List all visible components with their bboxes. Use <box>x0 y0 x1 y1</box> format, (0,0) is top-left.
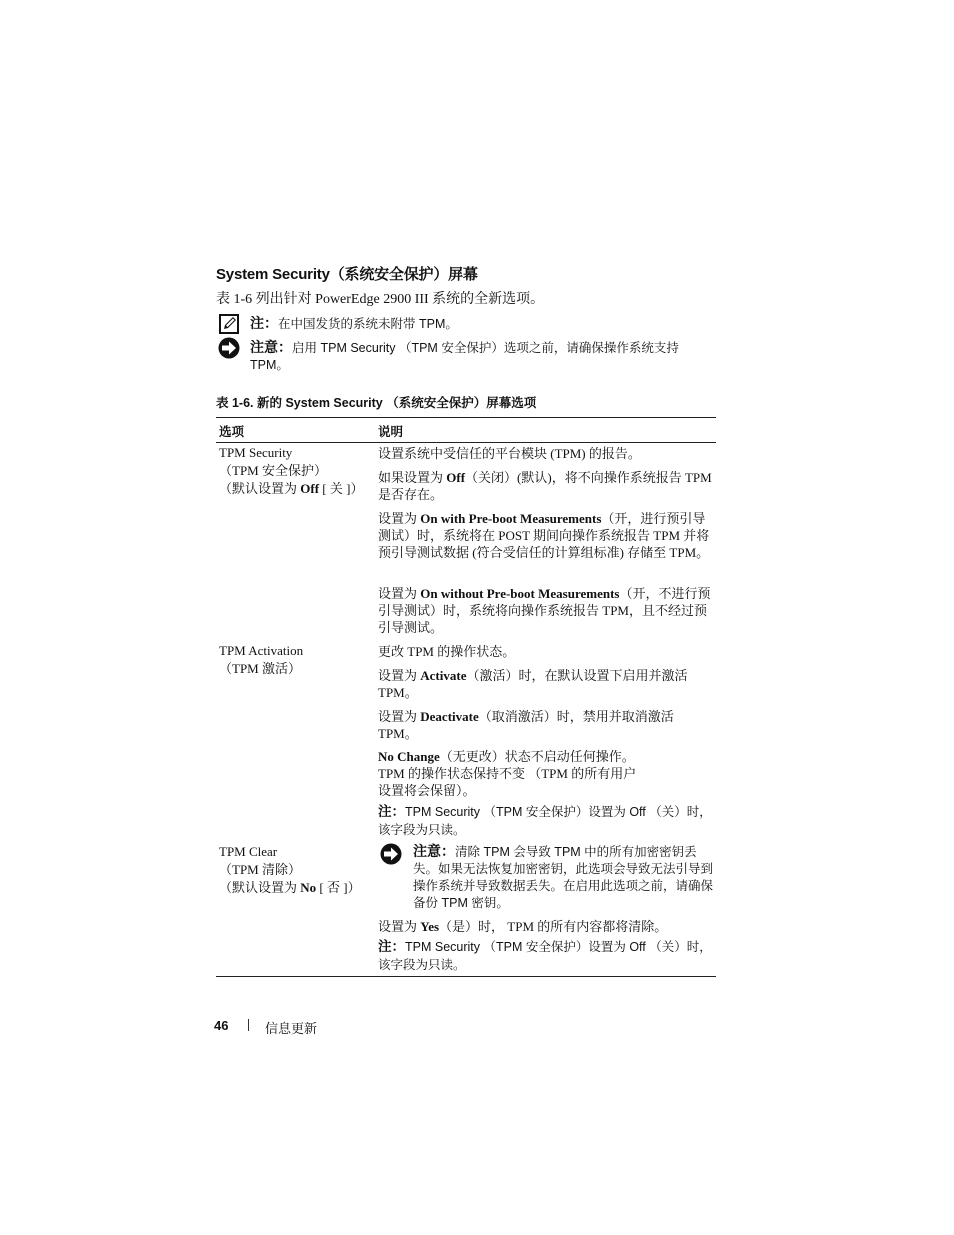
caution-label: 注意： <box>250 339 292 355</box>
desc-tpm-security-p2: 如果设置为 Off（关闭）(默认)，将不向操作系统报告 TPM 是否存在。 <box>378 470 712 502</box>
desc-tpm-clear-note: 注：TPM Security （TPM 安全保护）设置为 Off （关）时，该字段为只读。 <box>378 939 712 972</box>
desc-tpm-activation-p2: 设置为 Activate（激活）时，在默认设置下启用并激活 TPM。 <box>378 668 688 700</box>
option-tpm-security: TPM Security （TPM 安全保护） （默认设置为 Off [ 关 ]） <box>219 445 364 496</box>
table-caption: 表 1-6. 新的 System Security （系统安全保护）屏幕选项 <box>216 396 537 410</box>
caution-text: 启用 TPM Security （TPM 安全保护）选项之前，请确保操作系统支持 TPM。 <box>250 341 679 372</box>
desc-tpm-security-p1: 设置系统中受信任的平台模块 (TPM) 的报告。 <box>378 446 641 461</box>
desc-tpm-activation-p4: No Change（无更改）状态不启动任何操作。 TPM 的操作状态保持不变 （TPM 的所有用户 设置将会保留）。 <box>378 749 637 798</box>
caution-arrow-icon <box>218 337 240 359</box>
footer-section-title: 信息更新 <box>265 1021 318 1036</box>
caution-arrow-icon <box>380 843 402 865</box>
footer-divider <box>248 1019 249 1031</box>
page-number: 46 <box>214 1018 229 1033</box>
desc-tpm-clear-p1: 设置为 Yes（是）时， TPM 的所有内容都将清除。 <box>378 919 668 934</box>
section-title: System Security（系统安全保护）屏幕 <box>216 266 478 283</box>
table-header-rule <box>216 442 716 443</box>
desc-tpm-activation-note: 注：TPM Security （TPM 安全保护）设置为 Off （关）时，该字段为只读。 <box>378 804 712 837</box>
desc-tpm-activation-p3: 设置为 Deactivate（取消激活）时，禁用并取消激活 TPM。 <box>378 709 674 741</box>
intro-paragraph: 表 1-6 列出针对 PowerEdge 2900 III 系统的全新选项。 <box>216 292 545 307</box>
option-tpm-activation: TPM Activation （TPM 激活） <box>219 643 304 676</box>
note-text: 在中国发货的系统未附带 TPM。 <box>278 317 458 331</box>
note-label: 注： <box>250 315 278 331</box>
table-top-rule <box>216 417 716 418</box>
note-pencil-icon <box>218 313 240 335</box>
table-bottom-rule <box>216 976 716 977</box>
desc-tpm-security-p3: 设置为 On with Pre-boot Measurements（开，进行预引导测试）时，系统将在 POST 期间向操作系统报告 TPM 并将预引导测试数据 (符合受信任的计算组标准) 存储至 TPM。 <box>378 511 710 560</box>
table-header-option: 选项 <box>219 425 245 439</box>
desc-tpm-security-p4: 设置为 On without Pre-boot Measurements（开，不进行预引导测试）时，系统将向操作系统报告 TPM，且不经过预引导测试。 <box>378 586 711 635</box>
desc-tpm-activation-p1: 更改 TPM 的操作状态。 <box>378 644 516 659</box>
option-tpm-clear: TPM Clear （TPM 清除） （默认设置为 No [ 否 ]） <box>219 844 361 895</box>
table-header-description: 说明 <box>378 425 404 439</box>
